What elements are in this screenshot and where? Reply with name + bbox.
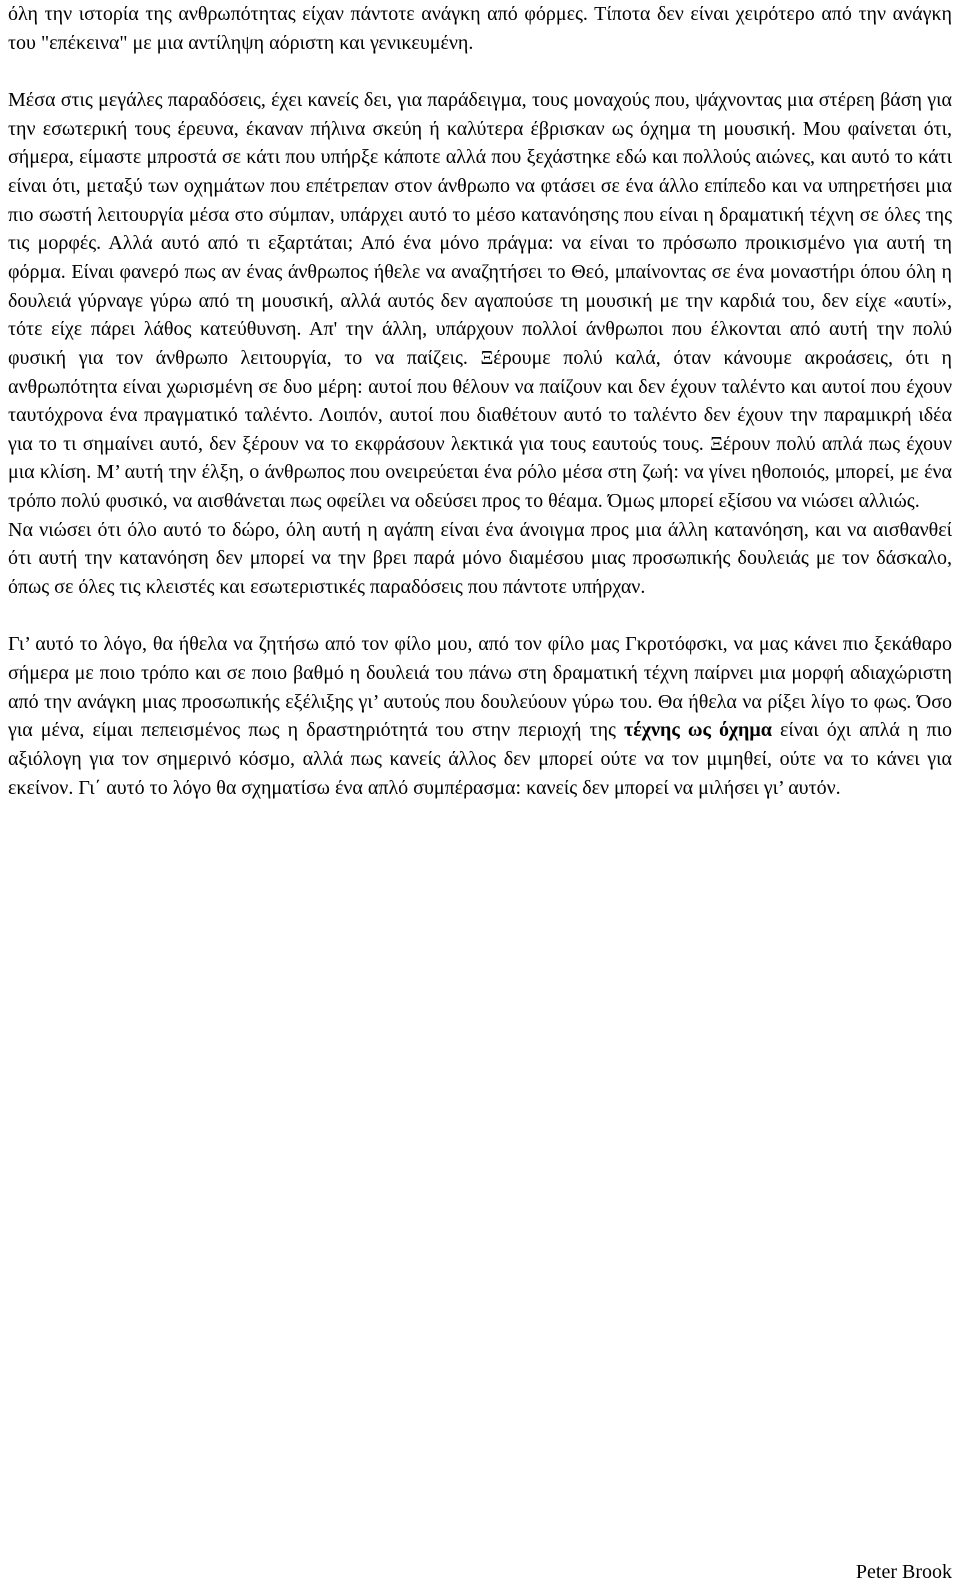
author-signature: Peter Brook (855, 1561, 952, 1583)
paragraph-gap (8, 57, 952, 86)
paragraph-4 (8, 630, 952, 802)
emphasis-art-as-vehicle: τέχνης ως όχημα (624, 719, 772, 742)
paragraph-2: Μέσα στις μεγάλες παραδόσεις, έχει κανείς δει, για παράδειγμα, τους μοναχούς που, ψάχνοντας μια στέρεη βάση για την εσωτερική τους έρευνα, έκαναν πήλινα σκεύη ή καλύτερα έβρισκαν ως όχημα τη μουσική. Μου φαίνεται ότι, σήμερα, είμαστε μπροστά σε κάτι που υπήρξε κάποτε αλλά που ξεχάστηκε εδώ και πολλούς αιώνες, και αυτό το κάτι είναι ότι, μεταξύ των οχημάτων που επέτρεπαν στον άνθρωπο να φτάσει σε ένα άλλο επίπεδο και να υπηρετήσει μια πιο σωστή λειτουργία μέσα στο σύμπαν, υπάρχει αυτό το μέσο κατανόησης που είναι η δραματική τέχνη σε όλες της τις μορφές. Αλλά αυτό από τι εξαρτάται; Από ένα μόνο πράγμα: να είναι το πρόσωπο προικισμένο για αυτή τη φόρμα. Είναι φανερό πως αν ένας άνθρωπος ήθελε να αναζητήσει το Θεό, μπαίνοντας σε ένα μοναστήρι όπου όλη η δουλειά γύρναγε γύρω από τη μουσική, αλλά αυτός δεν αγαπούσε τη μουσική με την καρδιά του, δεν είχε «αυτί», τότε είχε πάρει λάθος κατεύθυνση. Απ' την άλλη, υπάρχουν πολλοί άνθρωποι που έλκονται από αυτή την πολύ φυσική για τον άνθρωπο λειτουργία, το να παίζεις. Ξέρουμε πολύ καλά, όταν κάνουμε ακροάσεις, ότι η ανθρωπότητα είναι χωρισμένη σε δυο μέρη: αυτοί που θέλουν να παίζουν και δεν έχουν ταλέντο και αυτοί που έχουν ταυτόχρονα ένα πραγματικό ταλέντο. Λοιπόν, αυτοί που διαθέτουν αυτό το ταλέντο δεν έχουν την παραμικρή ιδέα για το τι σημαίνει αυτό, δεν ξέρουν να το εκφράσουν λεκτικά για τους εαυτούς τους. Ξέρουν πολύ απλά πως έχουν μια κλίση. Μ’ αυτή την έλξη, ο άνθρωπος που ονειρεύεται ένα ρόλο μέσα στη ζωή: να γίνει ηθοποιός, μπορεί, με ένα τρόπο πολύ φυσικό, να αισθάνεται πως οφείλει να οδεύσει προς το θέαμα. Όμως μπορεί εξίσου να νιώσει αλλιώς. (8, 88, 952, 513)
paragraph-gap (8, 602, 952, 631)
paragraph-4-text-start: Γι’ αυτό το λόγο, θα ήθελα να ζητήσω από τον φίλο μου, από τον φίλο μας Γκροτόφσκι, να μας κάνει πιο ξεκάθαρο σήμερα με ποιο τρόπο και σε ποιο βαθμό η δουλειά του πάνω στη δραματική τέχνη παίρνει μια μορφή αδιαχώριστη από την ανάγκη μιας προσωπικής εξέλιξης γι’ αυτούς που δουλεύουν γύρω του. Θα ήθελα να ρίξει λίγο το φως. Όσο για μένα, είμαι πεπεισμένος πως η δραστηριότητά του στην περιοχή της (8, 633, 952, 742)
document-page (8, 0, 952, 1590)
paragraph-4-text-end: είναι όχι απλά η πιο αξιόλογη για τον σημερινό κόσμο, αλλά πως κανείς άλλος δεν μπορεί ούτε να τον μιμηθεί, ούτε να το κάνει για εκείνον. Γι΄ αυτό το λόγο θα σχηματίσω ένα απλό συμπέρασμα: κανείς δεν μπορεί να μιλήσει γι’ αυτόν. (8, 719, 953, 799)
paragraph-3: Να νιώσει ότι όλο αυτό το δώρο, όλη αυτή η αγάπη είναι ένα άνοιγμα προς μια άλλη κατανόηση, και να αισθανθεί ότι αυτή την κατανόηση δεν μπορεί να την βρει παρά μόνο διαμέσου μιας προσωπικής δουλειάς με τον δάσκαλο, όπως σε όλες τις κλειστές και εσωτεριστικές παραδόσεις που πάντοτε υπήρχαν. (8, 518, 952, 599)
paragraph-1: όλη την ιστορία της ανθρωπότητας είχαν πάντοτε ανάγκη από φόρμες. Τίποτα δεν είναι χειρότερο από την ανάγκη του "επέκεινα" με μια αντίληψη αόριστη και γενικευμένη. (8, 3, 952, 54)
